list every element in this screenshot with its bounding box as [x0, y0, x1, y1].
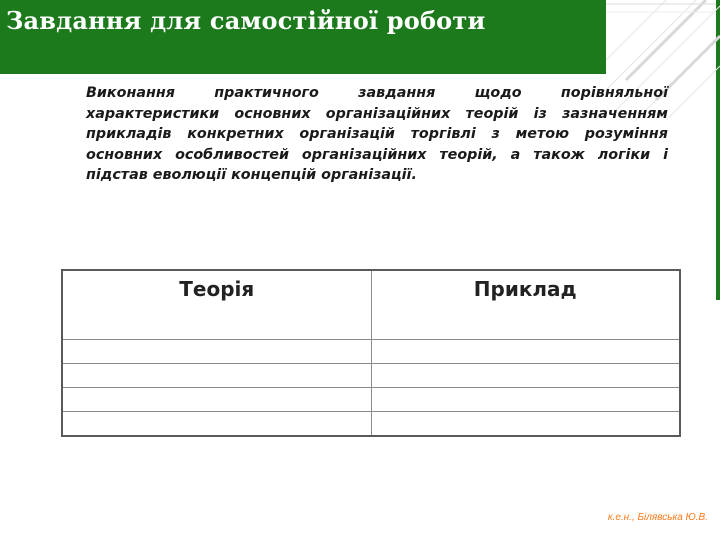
column-header-theory: Теорія — [62, 270, 371, 340]
table-cell — [371, 340, 680, 364]
table-cell — [371, 388, 680, 412]
task-description: Виконання практичного завдання щодо порівняльної характеристики основних організаційних теорій із зазначенням прикладів конкретних організацій торгівлі з метою розуміння основних особливостей організаційних теорій, а також логіки і підстав еволюції концепцій організації. — [86, 85, 668, 183]
table-row — [62, 412, 680, 437]
column-header-example: Приклад — [371, 270, 680, 340]
table-cell — [62, 388, 371, 412]
table-row — [62, 388, 680, 412]
table-cell — [62, 364, 371, 388]
table-cell — [62, 340, 371, 364]
comparison-table — [61, 269, 681, 437]
table-cell — [371, 364, 680, 388]
table-row — [62, 340, 680, 364]
table-cell — [62, 412, 371, 437]
table-row — [62, 364, 680, 388]
author-credit: к.е.н., Білявська Ю.В. — [607, 512, 708, 523]
slide-title: Завдання для самостійної роботи — [6, 6, 486, 35]
table-header-row — [62, 270, 680, 340]
table-cell — [371, 412, 680, 437]
